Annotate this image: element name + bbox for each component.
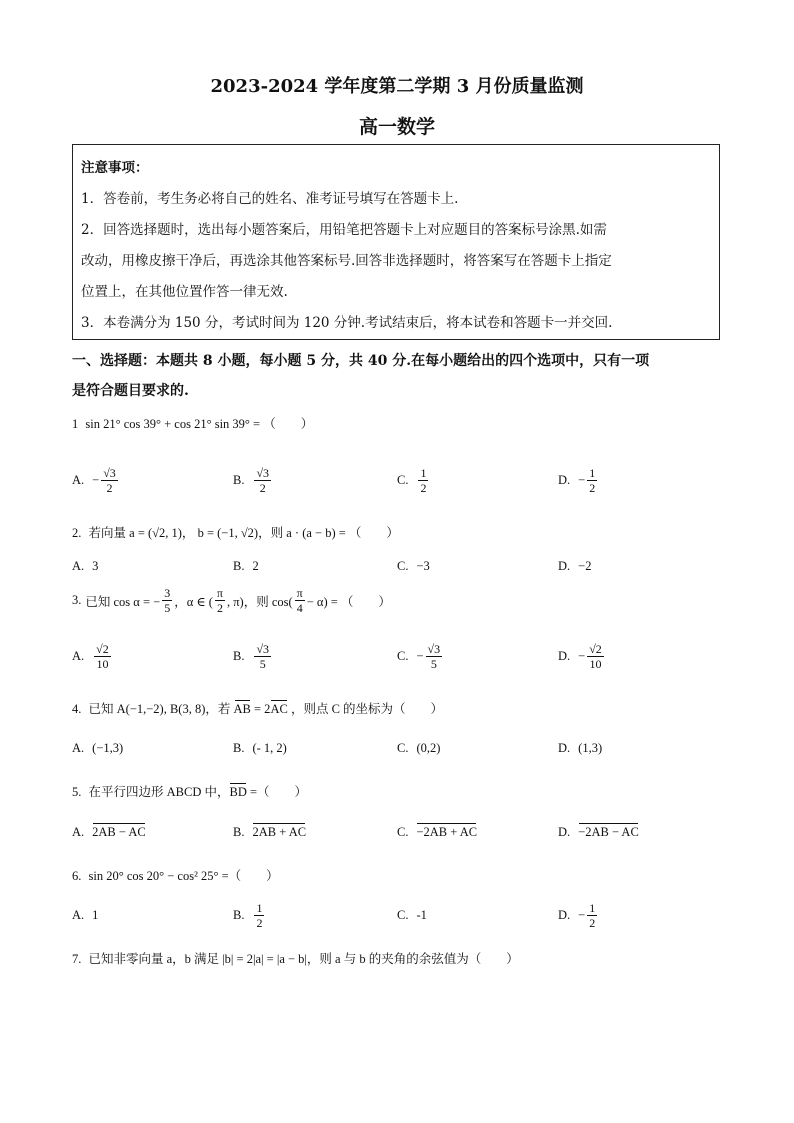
option-text: −2AB − AC [578, 824, 639, 839]
option-b [233, 546, 259, 586]
fraction [101, 466, 118, 495]
question-3-options [72, 636, 722, 676]
numerator: 1 [420, 465, 427, 480]
fraction [587, 466, 597, 495]
notice-item: 改动，用橡皮擦干净后，再选涂其他答案标号.回答非选择题时，将答案写在答题卡上指定 [81, 253, 612, 269]
option-sign: − [92, 472, 100, 487]
fraction [418, 466, 428, 495]
question-text: 若向量 [88, 526, 127, 540]
notice-item: 3．本卷满分为 150 分，考试时间为 120 分钟.考试结束后，将本试卷和答题卡一并交回. [81, 315, 613, 331]
question-text: = 2 [254, 702, 271, 716]
fraction [587, 642, 604, 671]
option-d [558, 728, 602, 768]
question-text: , π)，则 cos( [226, 594, 293, 609]
option-c [397, 812, 477, 852]
option-text: (1,3) [578, 740, 603, 755]
option-text: (0,2) [416, 740, 441, 755]
numerator: √3 [256, 465, 270, 480]
option-label: C. [397, 907, 409, 922]
option-b [233, 728, 287, 768]
option-b [233, 895, 266, 935]
denominator: 2 [589, 915, 596, 930]
option-d [558, 895, 599, 935]
question-4-options [72, 728, 722, 768]
numerator: √3 [103, 465, 116, 480]
option-label: B. [233, 740, 245, 755]
option-a [72, 728, 123, 768]
fraction [295, 586, 305, 615]
option-c [397, 636, 444, 676]
section-line: 是符合题目要求的. [72, 383, 189, 399]
question-text: ，α ∈ ( [174, 594, 213, 609]
notice-item: 1．答卷前，考生务必将自己的姓名、准考证号填写在答题卡上. [81, 191, 459, 207]
option-label: C. [397, 824, 409, 839]
exam-subject: 高一数学 [358, 116, 435, 138]
question-number: 4. [72, 702, 82, 716]
denominator: 2 [216, 601, 223, 615]
notice-item: 位置上，在其他位置作答一律无效. [81, 284, 288, 300]
vector-ac: AC [270, 702, 288, 716]
option-a [72, 812, 146, 852]
denominator: 2 [420, 480, 427, 495]
option-d [558, 546, 591, 586]
exam-title: 2023-2024 学年度第二学期 3 月份质量监测 [210, 76, 584, 97]
question-text: b = (−1, √2)，则 [197, 526, 284, 540]
option-label: C. [397, 472, 409, 487]
option-c [397, 546, 430, 586]
option-text: −2AB + AC [416, 824, 478, 839]
option-a [72, 636, 113, 676]
numerator: π [296, 586, 303, 600]
notice-item: 2．回答选择题时，选出每小题答案后，用铅笔把答题卡上对应题目的答案标号涂黑.如需 [81, 222, 607, 238]
option-text: 2AB + AC [252, 824, 307, 839]
denominator: 10 [589, 656, 602, 671]
question-3-stem [72, 586, 391, 615]
option-b [233, 636, 273, 676]
denominator: 2 [256, 915, 263, 930]
question-text: a = (√2, 1)， [129, 526, 195, 540]
option-text: 2 [252, 558, 259, 573]
option-label: B. [233, 907, 245, 922]
question-1-options [72, 460, 722, 500]
option-text: -1 [416, 907, 427, 922]
option-label: B. [233, 824, 245, 839]
question-text: sin 21° cos 39° + cos 21° sin 39° = （ ） [85, 417, 314, 431]
numerator: 3 [164, 586, 171, 600]
question-number: 7. [72, 952, 82, 966]
option-label: A. [72, 472, 85, 487]
fraction [587, 901, 597, 930]
question-number: 6. [72, 869, 82, 883]
question-1-stem [72, 414, 313, 432]
option-a [72, 895, 98, 935]
option-label: C. [397, 648, 409, 663]
option-sign: − [416, 648, 424, 663]
question-text: 已知非零向量 a，b 满足 |b| = 2|a| = |a − b|，则 a 与 b 的夹角的余弦值为（ ） [88, 952, 519, 966]
denominator: 5 [259, 656, 266, 671]
option-label: D. [558, 558, 571, 573]
numerator: π [216, 586, 223, 600]
question-text: 已知 cos α = − [85, 594, 161, 609]
fraction [94, 642, 111, 671]
option-text: −2 [578, 558, 592, 573]
vector-bd: BD [229, 785, 247, 799]
question-text: =（ ） [249, 785, 308, 799]
denominator: 4 [296, 601, 303, 615]
question-number: 5. [72, 785, 82, 799]
option-text: −3 [416, 558, 430, 573]
question-text: − α) = （ ） [306, 594, 391, 609]
option-d [558, 812, 639, 852]
option-label: A. [72, 558, 85, 573]
denominator: 2 [259, 480, 266, 495]
option-sign: − [578, 907, 586, 922]
question-number: 1 [72, 417, 79, 431]
option-b [233, 460, 273, 500]
option-text: 2AB − AC [92, 824, 146, 839]
option-label: D. [558, 472, 571, 487]
option-label: C. [397, 740, 409, 755]
option-text: (- 1, 2) [252, 740, 287, 755]
question-text: 已知 A(−1,−2), B(3, 8)，若 [88, 702, 231, 716]
numerator: √2 [589, 641, 602, 656]
option-label: D. [558, 740, 571, 755]
notice-heading: 注意事项： [81, 160, 149, 176]
option-sign: − [578, 472, 586, 487]
denominator: 2 [589, 480, 596, 495]
vector-ab: AB [233, 702, 251, 716]
question-text: ，则点 C 的坐标为（ ） [290, 702, 444, 716]
option-label: A. [72, 648, 85, 663]
question-2-options [72, 546, 722, 586]
option-text: 3 [92, 558, 99, 573]
fraction [254, 466, 271, 495]
numerator: √3 [256, 641, 270, 656]
fraction [254, 901, 264, 930]
section-heading [72, 346, 722, 406]
option-d [558, 636, 606, 676]
numerator: 1 [589, 900, 596, 915]
option-label: D. [558, 824, 571, 839]
question-text: a · (a − b) = （ ） [286, 526, 399, 540]
fraction [215, 586, 225, 615]
denominator: 5 [164, 601, 171, 615]
question-number: 3. [72, 593, 82, 607]
option-a [72, 546, 98, 586]
option-label: C. [397, 558, 409, 573]
option-c [397, 895, 427, 935]
fraction [162, 586, 172, 615]
option-label: D. [558, 648, 571, 663]
option-text: 1 [92, 907, 99, 922]
option-sign: − [578, 648, 586, 663]
numerator: √3 [427, 641, 441, 656]
question-5-options [72, 812, 722, 852]
option-a [72, 460, 120, 500]
denominator: 10 [96, 656, 109, 671]
question-6-options [72, 895, 722, 935]
option-label: D. [558, 907, 571, 922]
option-label: B. [233, 558, 245, 573]
question-2-stem [72, 523, 399, 541]
question-6-stem [72, 866, 279, 884]
notice-box [72, 144, 720, 340]
option-d [558, 460, 599, 500]
option-c [397, 460, 430, 500]
option-label: A. [72, 907, 85, 922]
fraction [254, 642, 271, 671]
denominator: 5 [430, 656, 437, 671]
question-text: sin 20° cos 20° − cos² 25° =（ ） [88, 869, 279, 883]
question-7-stem [72, 949, 519, 967]
numerator: √2 [96, 641, 109, 656]
option-b [233, 812, 306, 852]
numerator: 1 [589, 465, 596, 480]
fraction [426, 642, 443, 671]
option-c [397, 728, 440, 768]
denominator: 2 [106, 480, 113, 495]
question-number: 2. [72, 526, 82, 540]
option-label: A. [72, 824, 85, 839]
numerator: 1 [256, 900, 263, 915]
option-label: A. [72, 740, 85, 755]
option-label: B. [233, 648, 245, 663]
question-text: 在平行四边形 ABCD 中， [88, 785, 230, 799]
option-label: B. [233, 472, 245, 487]
question-4-stem [72, 699, 443, 717]
option-text: (−1,3) [92, 740, 124, 755]
section-line: 一、选择题：本题共 8 小题，每小题 5 分，共 40 分.在每小题给出的四个选项中，只有一项 [72, 353, 650, 369]
question-5-stem [72, 782, 307, 800]
